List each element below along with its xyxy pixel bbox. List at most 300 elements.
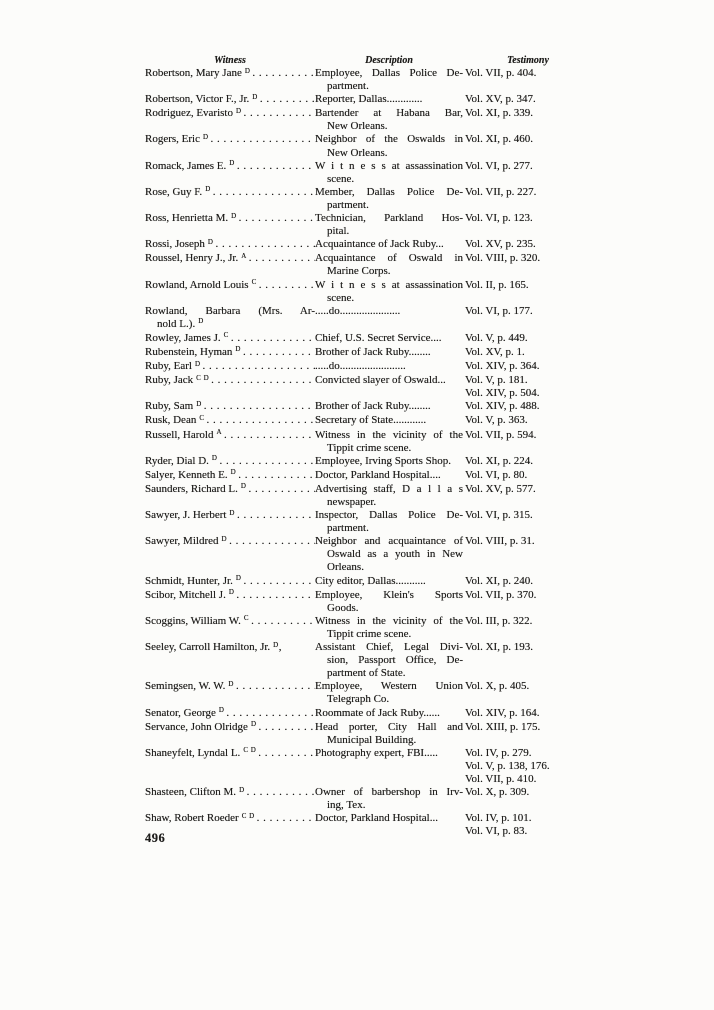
- leader-dots: [211, 133, 315, 146]
- testimony-cell: [463, 535, 593, 548]
- table-row: [145, 212, 593, 238]
- leader-dots: [251, 615, 315, 628]
- description-cell: [315, 212, 463, 238]
- testimony-line: Vol. XV, p. 347.: [465, 93, 536, 106]
- witness-line: [145, 747, 315, 761]
- witness-cell: [145, 67, 315, 81]
- witness-line: [145, 360, 315, 374]
- testimony-cell: [463, 252, 593, 265]
- testimony-cell: [463, 589, 593, 602]
- superscript-marker: D: [252, 92, 258, 101]
- superscript-marker: D: [235, 574, 242, 583]
- witness-cell: [145, 707, 315, 721]
- witness-line: [145, 429, 315, 443]
- testimony-line: Vol. VII, p. 410.: [465, 772, 537, 785]
- witness-name: Seeley, Carroll Hamilton, Jr.: [145, 641, 271, 654]
- witness-name: Salyer, Kenneth E.: [145, 468, 228, 481]
- table-row: [145, 589, 593, 615]
- witness-line: [145, 212, 315, 226]
- witness-line: [145, 186, 315, 200]
- description-line: City editor, Dallas...........: [315, 574, 426, 587]
- witness-cell: [145, 680, 315, 694]
- testimony-line: Vol. VIII, p. 320.: [465, 252, 541, 265]
- description-cell: [315, 238, 463, 251]
- testimony-cell: [463, 212, 593, 225]
- description-cell: [315, 707, 463, 720]
- description-line: Brother of Jack Ruby........: [315, 345, 431, 358]
- testimony-cell: [463, 707, 593, 720]
- witness-name: Rubenstein, Hyman: [145, 345, 233, 358]
- testimony-cell: [463, 93, 593, 106]
- description-cell: [315, 93, 463, 106]
- table-row: [145, 455, 593, 469]
- leader-dots: [231, 332, 315, 345]
- witness-cell: [145, 429, 315, 443]
- superscript-marker: D: [230, 468, 237, 477]
- witness-line: [145, 414, 315, 428]
- witness-name: Rowland, Barbara (Mrs. Ar-: [145, 304, 315, 317]
- testimony-line: Vol. XI, p. 339.: [465, 107, 533, 120]
- testimony-line: Vol. VI, p. 177.: [465, 304, 533, 317]
- leader-dots: [211, 374, 315, 387]
- leader-dots: [243, 346, 315, 359]
- witness-line: [145, 509, 315, 523]
- leader-dots: [204, 400, 315, 413]
- description-cell: [315, 786, 463, 812]
- testimony-line: Vol. II, p. 165.: [465, 278, 529, 291]
- description-line: Doctor, Parkland Hospital....: [315, 468, 441, 481]
- testimony-cell: [463, 747, 593, 786]
- leader-dots: [252, 67, 315, 80]
- witness-line: [145, 483, 315, 497]
- description-cell: [315, 374, 463, 387]
- description-line: Employee, Irving Sports Shop.: [315, 454, 451, 467]
- witness-cell: [145, 535, 315, 549]
- description-line: Roommate of Jack Ruby......: [315, 706, 440, 719]
- witness-name: Roussel, Henry J., Jr.: [145, 252, 239, 265]
- table-row: [145, 107, 593, 133]
- witness-name: Romack, James E.: [145, 159, 227, 172]
- superscript-marker: D: [194, 359, 201, 368]
- description-line: W i t n e s s at assassination: [315, 159, 463, 172]
- description-line: Head porter, City Hall and: [315, 720, 463, 733]
- table-row: [145, 374, 593, 400]
- description-line: pital.: [327, 225, 350, 238]
- witness-line: [145, 589, 315, 603]
- witness-cell: [145, 133, 315, 147]
- witness-line: [145, 279, 315, 293]
- table-row: [145, 93, 593, 107]
- leader-dots: [248, 483, 315, 496]
- testimony-line: Vol. VII, p. 370.: [465, 588, 537, 601]
- superscript-marker: C: [223, 331, 229, 340]
- witness-line: [145, 535, 315, 549]
- witness-name: Schmidt, Hunter, Jr.: [145, 574, 233, 587]
- description-cell: [315, 332, 463, 345]
- description-cell: [315, 414, 463, 427]
- witness-cell: [145, 346, 315, 360]
- description-line: Employee, Dallas Police De-: [315, 67, 463, 79]
- description-cell: [315, 400, 463, 413]
- description-line: Employee, Western Union: [315, 680, 463, 693]
- witness-name: Ruby, Jack: [145, 374, 194, 387]
- testimony-line: Vol. XIII, p. 175.: [465, 720, 541, 733]
- description-cell: [315, 305, 463, 318]
- testimony-line: Vol. XI, p. 460.: [465, 133, 533, 146]
- witness-line: [145, 707, 315, 721]
- description-line: Oswald as a youth in New: [327, 548, 463, 561]
- description-line: Tippit crime scene.: [327, 441, 412, 454]
- testimony-line: Vol. XV, p. 1.: [465, 345, 525, 358]
- witness-name: Shaneyfelt, Lyndal L.: [145, 746, 241, 759]
- witness-line: [145, 346, 315, 360]
- leader-dots: [259, 721, 315, 734]
- testimony-line: Vol. XIV, p. 488.: [465, 400, 540, 413]
- superscript-marker: D: [211, 454, 218, 463]
- description-cell: [315, 483, 463, 509]
- witness-name: Sawyer, Mildred: [145, 535, 219, 548]
- witness-name: Robertson, Mary Jane: [145, 67, 242, 79]
- superscript-marker: C: [251, 278, 257, 286]
- witness-name: Ruby, Sam: [145, 400, 194, 413]
- description-line: Bartender at Habana Bar,: [315, 107, 463, 120]
- leader-dots: [257, 812, 315, 825]
- testimony-line: Vol. VII, p. 404.: [465, 67, 537, 79]
- testimony-line: Vol. VI, p. 80.: [465, 468, 528, 481]
- description-cell: [315, 469, 463, 482]
- witness-name: Scoggins, William W.: [145, 614, 241, 627]
- description-line: Employee, Klein's Sports: [315, 588, 463, 601]
- description-cell: [315, 747, 463, 760]
- superscript-marker: C: [243, 614, 250, 623]
- description-line: Acquaintance of Jack Ruby...: [315, 238, 444, 251]
- witness-cell: [145, 747, 315, 761]
- testimony-cell: [463, 133, 593, 146]
- testimony-cell: [463, 509, 593, 522]
- description-line: scene.: [327, 291, 355, 304]
- witness-line: [145, 812, 315, 826]
- description-line: New Orleans.: [327, 120, 388, 133]
- testimony-cell: [463, 721, 593, 734]
- leader-dots: [237, 509, 315, 522]
- superscript-marker: D: [198, 317, 204, 326]
- witness-cell: [145, 721, 315, 735]
- superscript-marker: C D: [196, 373, 210, 382]
- leader-dots: [229, 535, 315, 548]
- witness-cell: [145, 332, 315, 346]
- table-row: [145, 429, 593, 455]
- leader-dots: [226, 707, 315, 720]
- witness-cell: [145, 414, 315, 428]
- leader-dots: [236, 589, 315, 602]
- description-line: .....do........................: [315, 360, 406, 373]
- witness-name: Rowland, Arnold Louis: [145, 278, 249, 291]
- leader-dots: [260, 93, 315, 106]
- testimony-cell: [463, 332, 593, 345]
- description-line: Convicted slayer of Oswald...: [315, 374, 446, 387]
- testimony-cell: [463, 455, 593, 468]
- description-line: Advertising staff, D a l l a s: [315, 482, 463, 495]
- testimony-cell: [463, 680, 593, 693]
- description-line: Witness in the vicinity of the: [315, 614, 463, 627]
- witness-cell: [145, 186, 315, 200]
- description-cell: [315, 721, 463, 747]
- table-row: [145, 707, 593, 721]
- testimony-line: Vol. XI, p. 240.: [465, 574, 533, 587]
- witness-cell: [145, 374, 315, 388]
- testimony-cell: [463, 469, 593, 482]
- witness-name: Sawyer, J. Herbert: [145, 509, 227, 522]
- testimony-line: Vol. IV, p. 279.: [465, 746, 532, 759]
- description-line: Member, Dallas Police De-: [315, 185, 463, 198]
- column-header-description: Description: [365, 55, 413, 66]
- description-line: New Orleans.: [327, 146, 388, 159]
- witness-name: Rose, Guy F.: [145, 185, 203, 198]
- witness-name: Senator, George: [145, 706, 216, 719]
- leader-dots: [259, 279, 315, 292]
- witness-line: [145, 680, 315, 694]
- testimony-line: Vol. XIV, p. 164.: [465, 706, 540, 719]
- description-line: Marine Corps.: [327, 265, 391, 278]
- superscript-marker: C D: [241, 811, 255, 820]
- page-number: 496: [145, 831, 166, 845]
- table-row: [145, 400, 593, 414]
- witness-name-suffix: ,: [278, 641, 282, 654]
- testimony-cell: [463, 305, 593, 318]
- superscript-marker: D: [202, 132, 209, 141]
- description-line: Orleans.: [327, 561, 364, 574]
- table-row: [145, 535, 593, 574]
- description-line: Acquaintance of Oswald in: [315, 252, 463, 265]
- witness-name: Russell, Harold: [145, 428, 214, 441]
- testimony-line: Vol. VII, p. 594.: [465, 428, 537, 441]
- description-line: sion, Passport Office, De-: [327, 654, 463, 667]
- superscript-marker: D: [205, 185, 211, 194]
- description-line: Assistant Chief, Legal Divi-: [315, 641, 463, 654]
- witness-name: Rogers, Eric: [145, 133, 200, 146]
- description-line: Photography expert, FBI.....: [315, 746, 438, 759]
- description-cell: [315, 67, 463, 93]
- witness-line: [145, 786, 315, 800]
- testimony-line: Vol. V, p. 449.: [465, 331, 528, 344]
- table-row: [145, 414, 593, 428]
- description-cell: [315, 641, 463, 680]
- testimony-line: Vol. VI, p. 277.: [465, 159, 533, 172]
- witness-line: [145, 469, 315, 483]
- description-line: partment.: [327, 198, 369, 211]
- witness-name: Semingsen, W. W.: [145, 680, 226, 693]
- testimony-line: Vol. V, p. 138, 176.: [465, 759, 550, 772]
- leader-dots: [243, 575, 315, 588]
- witness-line: [145, 252, 315, 266]
- table-row: [145, 360, 593, 374]
- witness-cell: [145, 615, 315, 629]
- description-line: Brother of Jack Ruby........: [315, 400, 431, 413]
- table-row: [145, 483, 593, 509]
- description-cell: [315, 346, 463, 359]
- testimony-line: Vol. XV, p. 235.: [465, 238, 536, 251]
- description-line: Doctor, Parkland Hospital...: [315, 812, 438, 825]
- witness-line: [145, 160, 315, 174]
- superscript-marker: D: [240, 482, 247, 491]
- description-line: Tippit crime scene.: [327, 627, 412, 640]
- description-cell: [315, 252, 463, 278]
- testimony-line: Vol. V, p. 181.: [465, 374, 528, 387]
- superscript-marker: C: [199, 413, 205, 422]
- witness-cell: [145, 483, 315, 497]
- superscript-marker: A: [216, 428, 223, 437]
- witness-cell: [145, 212, 315, 226]
- testimony-cell: [463, 414, 593, 427]
- leader-dots: [258, 747, 315, 760]
- witness-cell: [145, 107, 315, 121]
- testimony-line: Vol. IV, p. 101.: [465, 812, 532, 825]
- testimony-cell: [463, 400, 593, 413]
- witness-line: [145, 641, 315, 655]
- table-row: [145, 279, 593, 305]
- description-cell: [315, 535, 463, 574]
- description-cell: [315, 615, 463, 641]
- testimony-cell: [463, 238, 593, 251]
- table-row: [145, 252, 593, 278]
- description-line: Goods.: [327, 601, 359, 614]
- witness-cell: [145, 786, 315, 800]
- witness-cell: [145, 589, 315, 603]
- witness-name: Ross, Henrietta M.: [145, 212, 229, 225]
- column-header-testimony: Testimony: [507, 55, 549, 66]
- leader-dots: [247, 786, 315, 799]
- superscript-marker: D: [235, 345, 241, 354]
- table-row: [145, 160, 593, 186]
- description-cell: [315, 680, 463, 706]
- superscript-marker: A: [241, 251, 247, 260]
- description-cell: [315, 455, 463, 468]
- table-row: [145, 747, 593, 786]
- testimony-line: Vol. VII, p. 227.: [465, 185, 537, 198]
- witness-cell: [145, 641, 315, 655]
- testimony-cell: [463, 186, 593, 199]
- testimony-cell: [463, 812, 593, 838]
- table-row: [145, 786, 593, 812]
- witness-cell: [145, 305, 315, 332]
- witness-line: [145, 305, 315, 318]
- witness-cell: [145, 93, 315, 107]
- witness-name: Rodriguez, Evaristo: [145, 107, 233, 120]
- leader-dots: [215, 238, 315, 251]
- column-header-witness: Witness: [214, 55, 246, 66]
- testimony-cell: [463, 346, 593, 359]
- description-cell: [315, 509, 463, 535]
- witness-cell: [145, 238, 315, 252]
- witness-name: Shaw, Robert Roeder: [145, 812, 239, 825]
- witness-name: nold L.).: [157, 317, 196, 330]
- description-line: Neighbor and acquaintance of: [315, 535, 463, 548]
- description-line: newspaper.: [327, 496, 377, 508]
- witness-line: [145, 318, 315, 332]
- leader-dots: [239, 212, 315, 225]
- description-cell: [315, 589, 463, 615]
- leader-dots: [244, 107, 315, 120]
- table-header-row: [145, 54, 593, 67]
- witness-line: [145, 332, 315, 346]
- superscript-marker: D: [231, 211, 237, 220]
- testimony-line: Vol. XI, p. 193.: [465, 641, 533, 654]
- description-cell: [315, 429, 463, 455]
- superscript-marker: C D: [243, 746, 257, 755]
- description-line: ing, Tex.: [327, 799, 366, 812]
- superscript-marker: D: [273, 640, 279, 649]
- table-row: [145, 305, 593, 332]
- witness-cell: [145, 469, 315, 483]
- testimony-cell: [463, 429, 593, 442]
- leader-dots: [224, 429, 315, 442]
- superscript-marker: D: [244, 66, 251, 75]
- witness-cell: [145, 400, 315, 414]
- description-line: Owner of barbershop in Irv-: [315, 786, 463, 799]
- testimony-line: Vol. VI, p. 123.: [465, 212, 533, 225]
- testimony-line: Vol. VI, p. 83.: [465, 825, 528, 838]
- superscript-marker: D: [218, 706, 225, 714]
- description-cell: [315, 107, 463, 133]
- witness-name: Robertson, Victor F., Jr.: [145, 93, 250, 106]
- testimony-cell: [463, 67, 593, 80]
- testimony-line: Vol. XV, p. 577.: [465, 482, 536, 495]
- testimony-cell: [463, 575, 593, 588]
- description-cell: [315, 360, 463, 373]
- witness-cell: [145, 252, 315, 266]
- description-line: Reporter, Dallas.............: [315, 93, 423, 106]
- witness-name: Ruby, Earl: [145, 360, 192, 373]
- table-row: [145, 469, 593, 483]
- witness-line: [145, 721, 315, 735]
- witness-line: [145, 67, 315, 81]
- witness-cell: [145, 812, 315, 826]
- table-row: [145, 680, 593, 706]
- testimony-cell: [463, 786, 593, 799]
- witness-cell: [145, 279, 315, 293]
- testimony-line: Vol. X, p. 309.: [465, 786, 530, 799]
- description-cell: [315, 160, 463, 186]
- testimony-cell: [463, 374, 593, 400]
- description-line: Municipal Building.: [327, 733, 417, 746]
- witness-line: [145, 400, 315, 414]
- table-row: [145, 575, 593, 589]
- description-line: Chief, U.S. Secret Service....: [315, 331, 442, 344]
- table-row: [145, 812, 593, 838]
- table-row: [145, 186, 593, 212]
- witness-name: Saunders, Richard L.: [145, 482, 238, 495]
- table-row: [145, 615, 593, 641]
- description-line: Secretary of State............: [315, 414, 427, 427]
- description-line: partment.: [327, 522, 369, 535]
- superscript-marker: D: [196, 399, 202, 408]
- witness-line: [145, 615, 315, 629]
- superscript-marker: D: [235, 106, 242, 115]
- testimony-cell: [463, 483, 593, 496]
- table-row: [145, 346, 593, 360]
- description-line: W i t n e s s at assassination: [315, 278, 463, 291]
- witness-line: [145, 133, 315, 147]
- testimony-cell: [463, 160, 593, 173]
- superscript-marker: D: [228, 588, 235, 597]
- description-line: scene.: [327, 172, 355, 185]
- witness-line: [145, 93, 315, 107]
- superscript-marker: D: [207, 237, 214, 246]
- superscript-marker: D: [228, 679, 234, 688]
- description-line: Technician, Parkland Hos-: [315, 212, 463, 225]
- witness-name: Ryder, Dial D.: [145, 454, 209, 467]
- testimony-line: Vol. VI, p. 315.: [465, 509, 533, 522]
